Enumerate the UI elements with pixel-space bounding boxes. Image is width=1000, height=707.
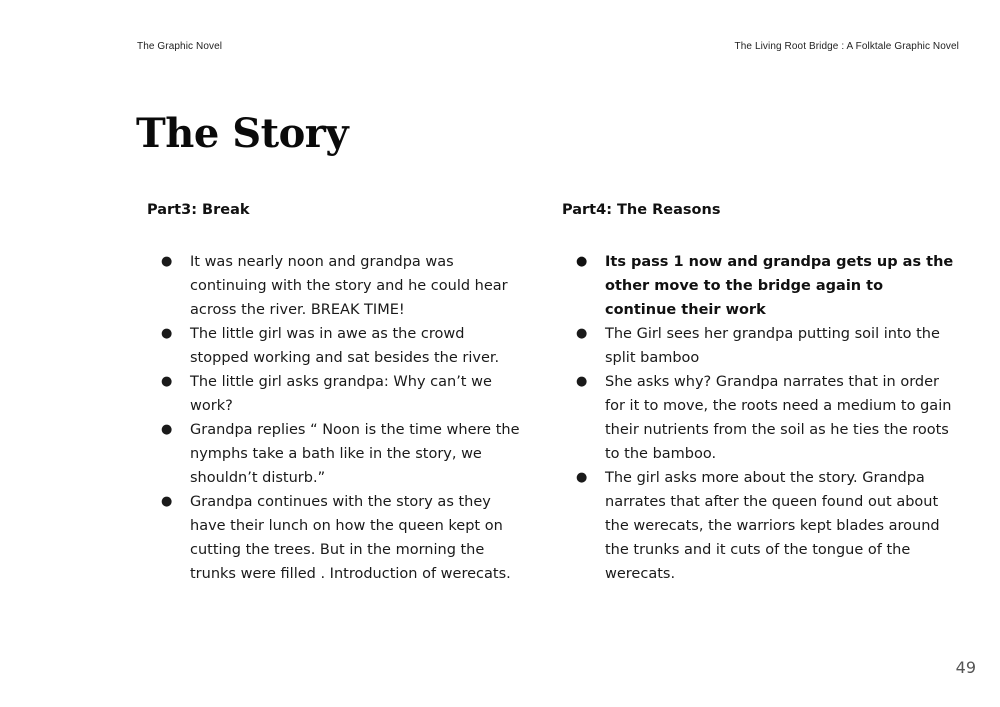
bullet-icon: ● bbox=[161, 494, 173, 509]
list-item-text: The girl asks more about the story. Grandpa narrates that after the queen found out about the werecats, the warriors kept blades around the trunks and it cuts of the tongue of the werecats. bbox=[605, 470, 940, 582]
page-title: The Story bbox=[136, 110, 349, 157]
list-item-text: The Girl sees her grandpa putting soil into the split bamboo bbox=[605, 326, 940, 366]
list-item bbox=[147, 250, 527, 322]
part3-bullet-list bbox=[147, 250, 527, 586]
list-item bbox=[562, 370, 957, 466]
list-item bbox=[562, 322, 957, 370]
bullet-icon: ● bbox=[161, 422, 173, 437]
list-item-text: The little girl was in awe as the crowd stopped working and sat besides the river. bbox=[190, 326, 500, 366]
bullet-icon: ● bbox=[161, 254, 173, 269]
part4-bullet-list bbox=[562, 250, 957, 586]
list-item bbox=[562, 250, 957, 322]
list-item bbox=[147, 322, 527, 370]
part3-heading: Part3: Break bbox=[147, 202, 250, 218]
list-item-text: Its pass 1 now and grandpa gets up as the other move to the bridge again to continue their work bbox=[605, 254, 954, 318]
page-number: 49 bbox=[955, 658, 976, 677]
bullet-icon: ● bbox=[161, 374, 173, 389]
part4-heading: Part4: The Reasons bbox=[562, 202, 721, 218]
bullet-icon: ● bbox=[576, 326, 588, 341]
list-item-text: Grandpa replies “ Noon is the time where the nymphs take a bath like in the story, we shouldn’t disturb.” bbox=[190, 422, 520, 486]
list-item-text: The little girl asks grandpa: Why can’t we work? bbox=[190, 374, 492, 414]
running-header-left: The Graphic Novel bbox=[137, 41, 223, 52]
bullet-icon: ● bbox=[161, 326, 173, 341]
bullet-icon: ● bbox=[576, 254, 588, 269]
list-item bbox=[147, 370, 527, 418]
list-item bbox=[147, 490, 527, 586]
list-item-text: She asks why? Grandpa narrates that in order for it to move, the roots need a medium to gain their nutrients from the soil as he ties the roots to the bamboo. bbox=[605, 374, 952, 462]
list-item bbox=[147, 418, 527, 490]
list-item-text: It was nearly noon and grandpa was continuing with the story and he could hear across the river. BREAK TIME! bbox=[190, 254, 508, 318]
left-column bbox=[147, 200, 527, 586]
list-item bbox=[562, 466, 957, 586]
list-item-text: Grandpa continues with the story as they have their lunch on how the queen kept on cutting the trees. But in the morning the trunks were filled . Introduction of werecats. bbox=[190, 494, 511, 582]
right-column bbox=[562, 200, 957, 586]
bullet-icon: ● bbox=[576, 374, 588, 389]
running-header-right: The Living Root Bridge : A Folktale Graphic Novel bbox=[734, 41, 959, 52]
bullet-icon: ● bbox=[576, 470, 588, 485]
